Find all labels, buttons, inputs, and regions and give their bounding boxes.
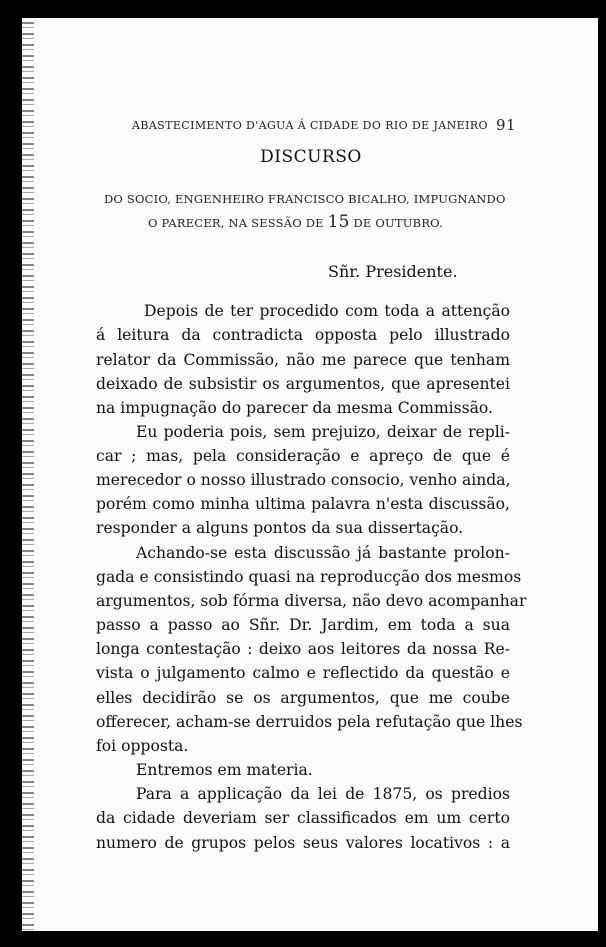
subtitle-line-2-post: DE OUTUBRO. (353, 216, 443, 230)
text-line: longa contestação : deixo aos leitores da nossa Re- (96, 640, 510, 658)
text-line: porém como minha ultima palavra n'esta discussão, (96, 495, 510, 513)
text-line: na impugnação do parecer da mesma Commissão. (96, 399, 494, 417)
subtitle-date-number: 15 (327, 212, 350, 232)
greeting: Sñr. Presidente. (328, 262, 458, 281)
text-line: gada e consistindo quasi na reproducção dos mesmos (96, 568, 522, 586)
text-line: car ; mas, pela consideração e apreço de que é (96, 447, 510, 465)
text-line: vista o julgamento calmo e reflectido da questão e (96, 664, 510, 682)
page-number: 91 (496, 116, 516, 134)
text-line: elles decidirão se os argumentos, que me coube (96, 689, 510, 707)
subtitle-line-2 (148, 212, 443, 232)
text-line: á leitura da contradicta opposta pelo illustrado (96, 326, 510, 344)
text-line: numero de grupos pelos seus valores locativos : a (96, 834, 510, 852)
text-line: deixado de subsistir os argumentos, que apresentei (96, 375, 510, 393)
text-line: Eu poderia pois, sem prejuizo, deixar de repli- (136, 423, 510, 441)
subtitle-line-2-pre: O PARECER, NA SESSÃO DE (148, 216, 324, 230)
text-line: Achando-se esta discussão já bastante prolon- (136, 544, 510, 562)
text-line: da cidade deveriam ser classificados em um certo (96, 809, 510, 827)
running-header (132, 116, 516, 134)
text-line: merecedor o nosso illustrado consocio, venho ainda, (96, 471, 511, 489)
subtitle-line-1: DO SOCIO, ENGENHEIRO FRANCISCO BICALHO, IMPUGNANDO (104, 192, 506, 206)
text-line: responder a alguns pontos da sua dissertação. (96, 519, 464, 537)
scan-edge-border (0, 0, 16, 947)
document-title: DISCURSO (260, 147, 362, 167)
running-title: ABASTECIMENTO D'AGUA Á CIDADE DO RIO DE JANEIRO (132, 119, 488, 132)
text-line: argumentos, sob fórma diversa, não devo acompanhar (96, 592, 527, 610)
text-line: Para a applicação da lei de 1875, os predios (136, 785, 510, 803)
text-line: passo a passo ao Sñr. Dr. Jardim, em toda a sua (96, 616, 510, 634)
text-line: foi opposta. (96, 737, 189, 755)
text-line: relator da Commissão, não me parece que tenham (96, 351, 510, 369)
text-line: offerecer, acham-se derruidos pela refutação que lhes (96, 713, 523, 731)
text-line: Entremos em materia. (136, 761, 313, 779)
text-line: Depois de ter procedido com toda a attenção (144, 302, 510, 320)
